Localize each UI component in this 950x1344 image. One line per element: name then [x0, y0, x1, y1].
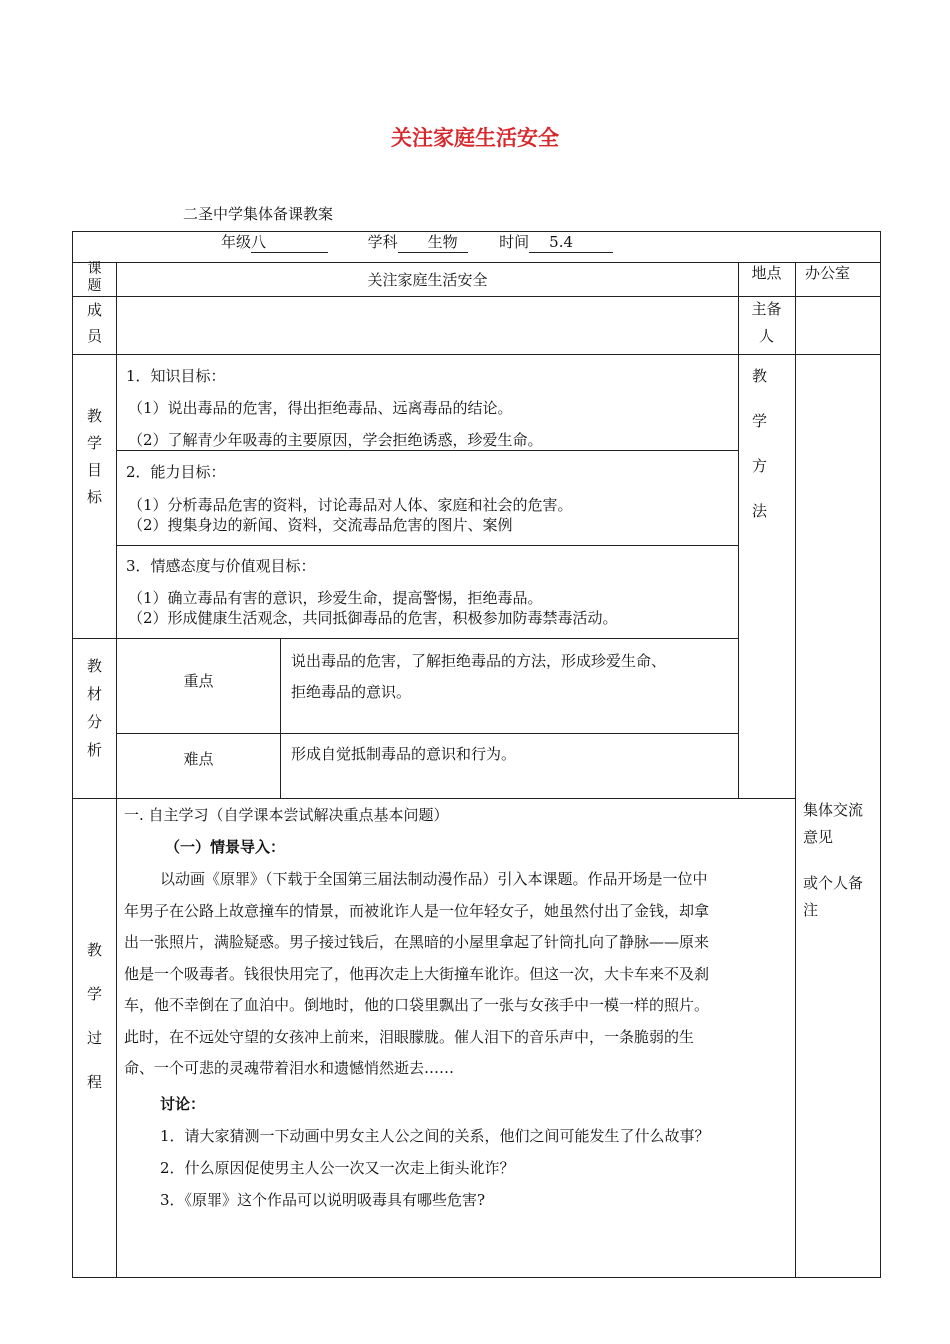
key-point-label: 重点	[183, 672, 214, 690]
ability-item: （2）搜集身边的新闻、资料，交流毒品危害的图片、案例	[128, 516, 513, 534]
subject-value: 生物	[398, 233, 468, 253]
key-point-line: 拒绝毒品的意识。	[291, 683, 412, 701]
place-label: 地点	[751, 264, 782, 282]
scenario-paragraph: 以动画《原罪》（下载于全国第三届法制动漫作品）引入本课题。作品开场是一位中 年男子在公路上故意撞车的情景，而被讹诈人是一位年轻女子，她虽然付出了金钱，却拿 出一张照片，满脸疑惑。男子接过钱后，在黑暗的小屋里拿起了针筒扎向了静脉——原来 他是一个吸毒者。钱很快用完了，他再次走上大街撞车讹诈。但这一次，大卡车来不及刹 车，他不幸倒在了血泊中。倒地时，他的口袋里飘出了一张与女孩手中一模一样的照片。 此时，在不远处守望的女孩冲上前来，泪眼朦胧。催人泪下的音乐声中，一条脆弱的生 命、一个可悲的灵魂带着泪水和遗憾悄然逝去……	[124, 870, 710, 1077]
method-label: 教 学 方 法	[751, 367, 767, 520]
emotion-item: （1）确立毒品有害的意识，珍爱生命，提高警惕，拒绝毒品。	[128, 589, 543, 607]
ability-title: 2．能力目标：	[126, 463, 226, 481]
time-value: 5.4	[529, 233, 613, 253]
emotion-title: 3．情感态度与价值观目标：	[126, 557, 316, 575]
header-row	[221, 233, 613, 253]
difficult-point-value: 形成自觉抵制毒品的意识和行为。	[291, 745, 517, 763]
knowledge-item: （1）说出毒品的危害，得出拒绝毒品、远离毒品的结论。	[128, 399, 513, 417]
preparer-label: 主备 人	[751, 300, 782, 345]
topic-label: 课 题	[87, 261, 102, 294]
ability-item: （1）分析毒品危害的资料，讨论毒品对人体、家庭和社会的危害。	[128, 496, 573, 514]
place-value: 办公室	[805, 264, 851, 282]
topic-value: 关注家庭生活安全	[367, 271, 488, 289]
discussion-question: 2．什么原因促使男主人公一次又一次走上街头讹诈？	[160, 1159, 515, 1177]
subsection-title: （一）情景导入：	[165, 838, 286, 856]
process-label: 教 学 过 程	[86, 941, 102, 1091]
knowledge-item: （2）了解青少年吸毒的主要原因，学会拒绝诱惑，珍爱生命。	[128, 431, 543, 449]
difficult-point-label: 难点	[183, 750, 214, 768]
document-title: 关注家庭生活安全	[391, 126, 559, 150]
discussion-title: 讨论：	[160, 1095, 206, 1113]
section-title: 一. 自主学习（自学课本尝试解决重点基本问题）	[124, 806, 449, 824]
time-label: 时间	[499, 233, 530, 251]
grade-label: 年级	[221, 233, 252, 251]
notes-column-label: 集体交流 意见 或个人备 注	[803, 801, 864, 919]
key-point-line: 说出毒品的危害，了解拒绝毒品的方法，形成珍爱生命、	[291, 652, 667, 670]
discussion-question: 3．《原罪》这个作品可以说明吸毒具有哪些危害?	[160, 1191, 486, 1209]
grade-value: 八	[251, 233, 328, 253]
objectives-label: 教 学 目 标	[86, 407, 102, 506]
knowledge-title: 1．知识目标：	[126, 367, 226, 385]
analysis-label: 教 材 分 析	[86, 657, 102, 759]
discussion-question: 1．请大家猜测一下动画中男女主人公之间的关系，他们之间可能发生了什么故事？	[160, 1127, 710, 1145]
document-subtitle: 二圣中学集体备课教案	[183, 205, 334, 223]
subject-label: 学科	[367, 233, 398, 251]
emotion-item: （2）形成健康生活观念，共同抵御毒品的危害，积极参加防毒禁毒活动。	[128, 609, 618, 627]
members-label: 成 员	[86, 301, 102, 345]
